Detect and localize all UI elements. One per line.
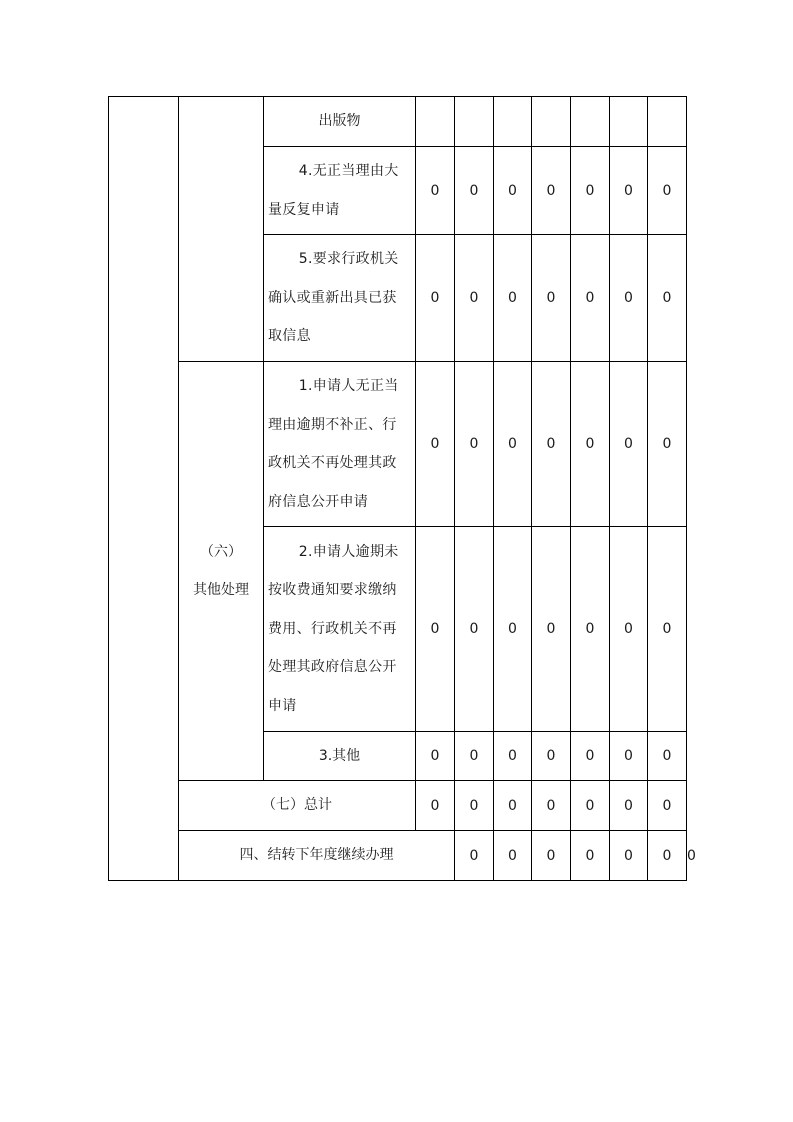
value-cell: 0 — [494, 362, 532, 527]
value-cell — [610, 97, 648, 147]
value-cell: 0 — [455, 831, 494, 881]
value-cell: 0 — [455, 527, 494, 732]
row-label-other-item1: 1.申请人无正当 理由逾期不补正、行 政机关不再处理其政 府信息公开申请 — [264, 362, 416, 527]
value-cell: 0 — [416, 781, 455, 831]
row-label-other-item3: 3.其他 — [264, 732, 416, 781]
value-cell: 0 — [571, 235, 610, 362]
value-cell: 0 — [455, 235, 494, 362]
value-cell: 0 — [648, 732, 687, 781]
value-cell: 0 — [648, 527, 687, 732]
row-label-item4: 4.无正当理由大 量反复申请 — [264, 147, 416, 235]
value-cell: 0 — [532, 362, 571, 527]
table-row-carry-over: 四、结转下年度继续办理 0 0 0 0 0 0 0 — [109, 831, 687, 881]
row-label-total: （七）总计 — [179, 781, 416, 831]
value-cell: 0 — [416, 235, 455, 362]
value-cell: 0 — [455, 781, 494, 831]
row-label-other-item2: 2.申请人逾期未 按收费通知要求缴纳 费用、行政机关不再 处理其政府信息公开 申请 — [264, 527, 416, 732]
value-cell: 0 — [455, 147, 494, 235]
value-cell: 0 — [610, 147, 648, 235]
value-cell: 0 — [416, 147, 455, 235]
value-cell: 0 — [648, 781, 687, 831]
value-cell — [571, 97, 610, 147]
value-cell: 0 — [648, 831, 687, 881]
value-cell: 0 — [532, 147, 571, 235]
value-cell: 0 — [455, 732, 494, 781]
table-row-total — [109, 781, 687, 831]
value-cell: 0 — [571, 781, 610, 831]
value-cell: 0 — [455, 362, 494, 527]
value-cell: 0 — [610, 527, 648, 732]
value-cell: 0 — [532, 781, 571, 831]
table-row-publication — [109, 97, 687, 147]
value-cell: 0 — [494, 147, 532, 235]
value-cell: 0 — [532, 235, 571, 362]
value-cell: 0 — [571, 831, 610, 881]
value-cell — [494, 97, 532, 147]
value-cell: 0 — [494, 831, 532, 881]
statistics-table — [108, 96, 696, 881]
value-cell: 0 — [494, 235, 532, 362]
table-row-other-item1 — [109, 362, 687, 527]
row-label-publication: 出版物 — [264, 97, 416, 147]
value-cell: 0 — [494, 781, 532, 831]
value-cell: 0 — [610, 732, 648, 781]
value-cell — [416, 97, 455, 147]
value-cell: 0 — [532, 831, 571, 881]
value-cell: 0 — [610, 235, 648, 362]
row-label-item5: 5.要求行政机关 确认或重新出具已获 取信息 — [264, 235, 416, 362]
value-cell — [455, 97, 494, 147]
value-cell: 0 — [571, 362, 610, 527]
value-cell: 0 — [648, 362, 687, 527]
value-cell: 0 — [494, 527, 532, 732]
value-cell — [532, 97, 571, 147]
value-cell: 0 — [571, 147, 610, 235]
value-cell: 0 — [648, 147, 687, 235]
row-label-carry-over: 四、结转下年度继续办理 — [179, 831, 455, 881]
value-cell — [648, 97, 687, 147]
value-cell: 0 — [416, 732, 455, 781]
value-cell: 0 — [648, 235, 687, 362]
value-cell: 0 — [494, 732, 532, 781]
value-cell: 0 — [610, 362, 648, 527]
value-cell: 0 — [571, 527, 610, 732]
value-cell: 0 — [416, 362, 455, 527]
value-cell: 0 — [532, 527, 571, 732]
category-cell-empty — [109, 97, 179, 881]
value-cell: 0 — [532, 732, 571, 781]
value-cell: 0 — [610, 781, 648, 831]
value-cell: 0 — [416, 527, 455, 732]
other-handling-header: （六） 其他处理 — [179, 362, 264, 781]
subcategory-cell-empty — [179, 97, 264, 362]
value-cell: 0 — [610, 831, 648, 881]
value-cell: 0 — [571, 732, 610, 781]
